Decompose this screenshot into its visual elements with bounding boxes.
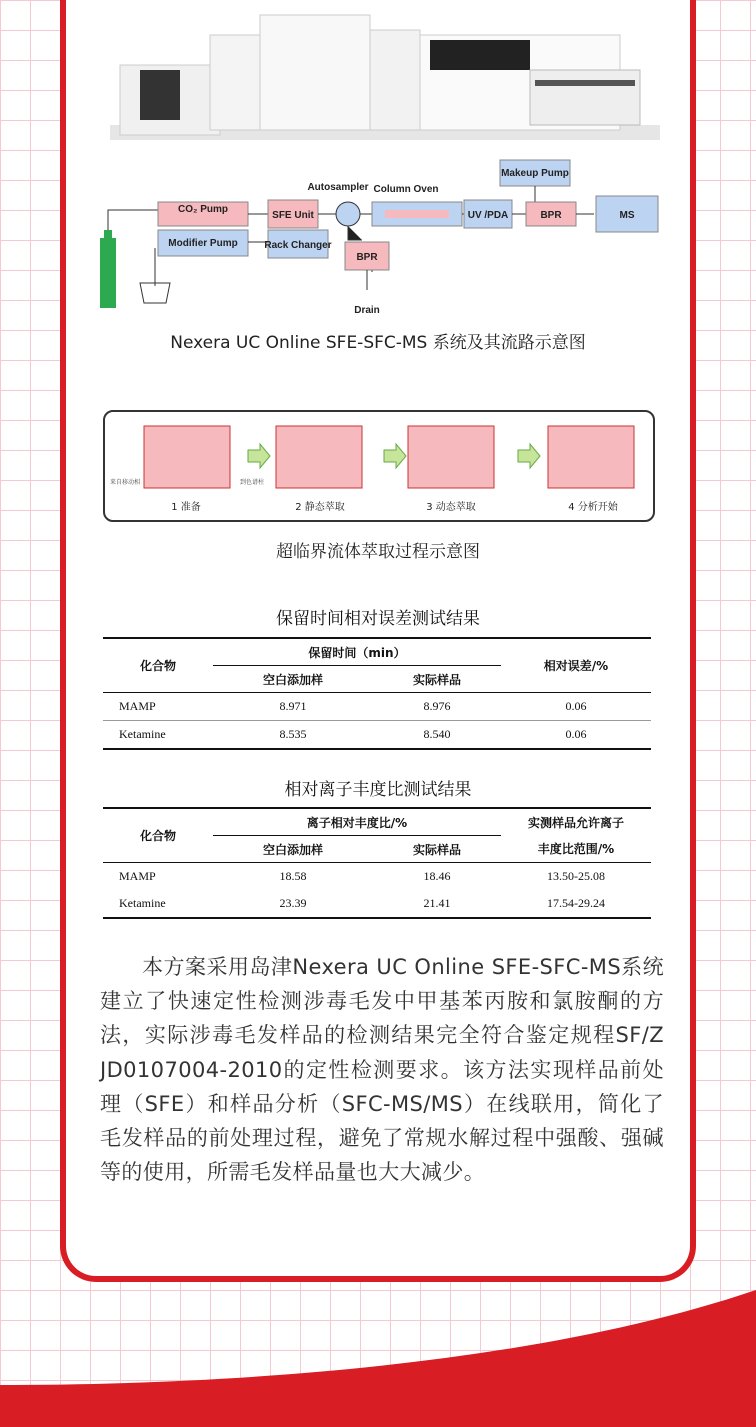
table2-header-blank: 空白添加样 <box>262 842 323 857</box>
table1-header-blank: 空白添加样 <box>262 672 323 687</box>
table2-header-compound: 化合物 <box>139 829 176 843</box>
step-2-label: 2 静态萃取 <box>295 502 345 513</box>
table2-title: 相对离子丰度比测试结果 <box>284 780 472 800</box>
table1-header-error: 相对误差/% <box>543 659 609 673</box>
mid-note: 到色谱柱 <box>240 479 265 486</box>
decorative-red-wave <box>0 1290 756 1427</box>
bpr-drain-label: BPR <box>356 252 378 263</box>
step-3-label: 3 动态萃取 <box>426 502 476 513</box>
modifier-pump-label: Modifier Pump <box>168 238 238 249</box>
table1-header-rt: 保留时间（min） <box>213 638 501 666</box>
drain-label: Drain <box>354 305 380 316</box>
summary-text: 本方案采用岛津Nexera UC Online SFE-SFC-MS系统建立了快速定性检测涉毒毛发中甲基苯丙胺和氯胺酮的方法，实际涉毒毛发样品的检测结果完全符合鉴定规程SF/Z JD0107004-2010的定性检测要求。该方法实现样品前处理（SFE）和样品分析（SFC-MS/MS）在线联用，简化了毛发样品的前处理过程，避免了常规水解过程中强酸、强碱等的使用，所需毛发样品量也大大减少。 <box>100 955 664 1185</box>
table1-header-compound: 化合物 <box>139 659 176 673</box>
co2-pump-label: CO₂ Pump <box>178 204 228 215</box>
table1-cell: 8.976 <box>423 699 451 713</box>
table2-cell: 17.54-29.24 <box>547 896 605 910</box>
step-4-label: 4 分析开始 <box>568 502 618 513</box>
makeup-pump-label: Makeup Pump <box>501 168 569 179</box>
figure2-caption: 超临界流体萃取过程示意图 <box>276 542 480 562</box>
ms-label: MS <box>619 210 635 221</box>
table1-cell: MAMP <box>119 699 156 713</box>
table2-cell: 18.46 <box>423 869 451 883</box>
column-oven-label: Column Oven <box>373 184 439 195</box>
autosampler-label: Autosampler <box>307 182 369 193</box>
table2 <box>103 807 651 919</box>
summary-paragraph <box>100 950 664 1189</box>
table2-header-allowed1: 实测样品允许离子 <box>527 815 624 830</box>
table1-cell: 8.540 <box>423 727 451 741</box>
table1 <box>103 637 651 750</box>
table2-cell: 21.41 <box>423 896 451 910</box>
table2-header-actual: 实际样品 <box>412 842 461 857</box>
table2-cell: 18.58 <box>279 869 307 883</box>
table2-header-allowed2: 丰度比范围/% <box>537 842 615 857</box>
table2-header-ratio: 离子相对丰度比/% <box>213 808 501 836</box>
table1-cell: 8.535 <box>279 727 307 741</box>
flow-diagram <box>100 168 670 318</box>
step-1-label: 1 准备 <box>171 502 201 513</box>
rack-changer-label: Rack Changer <box>264 240 332 251</box>
table1-cell: 0.06 <box>565 699 587 713</box>
table2-cell: 13.50-25.08 <box>547 869 605 883</box>
instrument-photo <box>110 10 660 140</box>
table1-title: 保留时间相对误差测试结果 <box>276 609 480 629</box>
sfe-unit-label: SFE Unit <box>272 210 314 221</box>
table2-cell: Ketamine <box>119 896 166 910</box>
uv-pda-label: UV /PDA <box>467 210 509 221</box>
process-diagram <box>108 418 648 518</box>
table1-header-actual: 实际样品 <box>412 672 461 687</box>
table1-cell: 0.06 <box>565 727 587 741</box>
table1-cell: Ketamine <box>119 727 166 741</box>
table2-cell: 23.39 <box>279 896 307 910</box>
table1-cell: 8.971 <box>279 699 307 713</box>
table2-cell: MAMP <box>119 869 156 883</box>
left-note: 来自移动相 <box>110 479 141 486</box>
figure1-caption: Nexera UC Online SFE-SFC-MS 系统及其流路示意图 <box>170 333 586 353</box>
bpr-main-label: BPR <box>540 210 562 221</box>
